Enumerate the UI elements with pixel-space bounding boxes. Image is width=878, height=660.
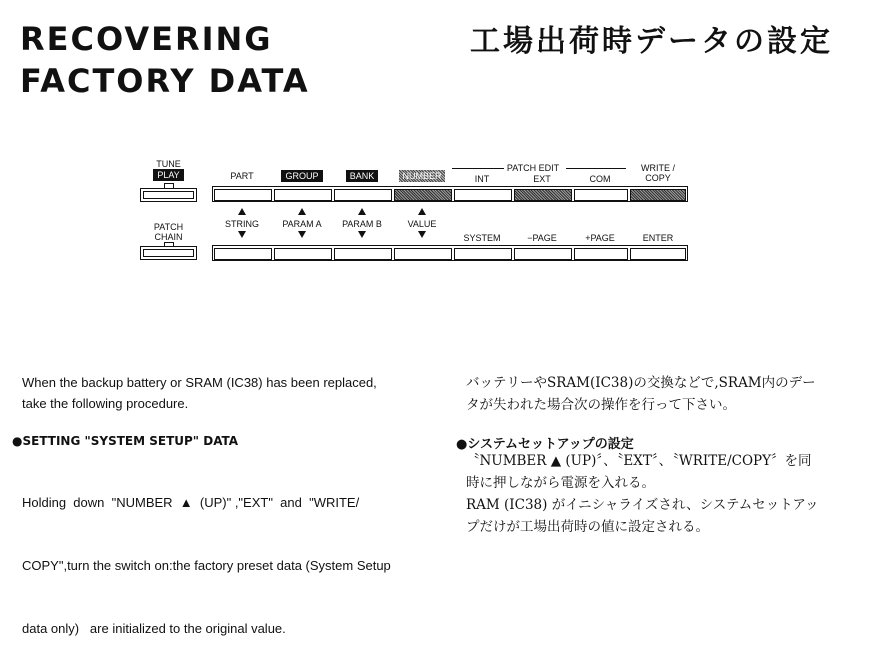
patch-chain-label [140,222,197,242]
japanese-intro-line-2: タが失われた場合次の操作を行って下さい。 [466,397,736,413]
patch-edit-line-right [566,168,626,169]
label-write-copy [628,163,688,183]
label-number [392,171,452,181]
value-up-arrow-icon [418,208,426,215]
label-group-text: GROUP [281,170,322,182]
key-group[interactable] [274,189,332,201]
label-string: STRING [224,219,259,229]
key-minus-page[interactable] [514,248,572,260]
japanese-body-line-2: 時に押しながら電源を入れる。 [466,475,655,491]
string-down-arrow-icon [238,231,246,238]
bullet-icon: ● [12,434,23,448]
label-bank [332,171,392,181]
english-heading-text: SETTING "SYSTEM SETUP" DATA [22,434,239,448]
key-param-b[interactable] [334,248,392,260]
label-system: SYSTEM [463,233,501,243]
japanese-bullet-icon: ● [456,437,468,452]
label-param-b: PARAM B [342,219,382,229]
english-body-line-2: COPY",turn the switch on:the factory preset data (System Setup [22,558,391,573]
japanese-intro [466,372,866,416]
param-b-up-arrow-icon [358,208,366,215]
japanese-body-line-4: プだけが工場出荷時の値に設定される。 [466,519,709,535]
key-ext[interactable] [514,189,572,201]
title-japanese: 工場出荷時データの設定 [470,24,833,59]
play-label [140,170,197,180]
key-com[interactable] [574,189,628,201]
english-body-line-3: data only) are initialized to the original value. [22,621,286,636]
key-int[interactable] [454,189,512,201]
english-body-line-1: Holding down "NUMBER ▲ (UP)" ,"EXT" and "WRITE/ [22,495,360,510]
label-value: VALUE [407,219,437,229]
key-system[interactable] [454,248,512,260]
key-string[interactable] [214,248,272,260]
tune-play-key[interactable] [140,188,197,202]
key-param-a[interactable] [274,248,332,260]
label-plus-page: +PAGE [585,233,615,243]
key-enter[interactable] [630,248,686,260]
label-ext: EXT [533,174,551,184]
patch-chain-key[interactable] [140,246,197,260]
key-plus-page[interactable] [574,248,628,260]
tune-label: TUNE [156,159,181,169]
panel-diagram [0,0,878,300]
label-group [272,171,332,181]
japanese-body-line-1: 〝NUMBER ▲ (UP)〞、〝EXT〞、〝WRITE/COPY〞を同 [466,453,812,469]
label-copy: COPY [645,173,671,183]
label-part: PART [230,171,254,181]
play-label-text: PLAY [153,169,183,181]
patch-chain-line-2: CHAIN [154,232,183,242]
title-line-2: FACTORY DATA [20,62,310,100]
label-com: COM [589,174,611,184]
label-minus-page: −PAGE [527,233,557,243]
label-write: WRITE / [641,163,675,173]
label-bank-text: BANK [346,170,379,182]
english-heading [12,434,238,448]
patch-edit-label: PATCH EDIT [506,163,560,173]
label-int: INT [474,174,490,184]
japanese-body-line-3: RAM (IC38) がイニシャライズされ、システムセットアッ [466,497,819,513]
key-part[interactable] [214,189,272,201]
english-body [22,450,442,660]
english-intro [22,372,442,414]
param-a-up-arrow-icon [298,208,306,215]
bottom-key-row [212,245,688,261]
label-param-a: PARAM A [282,219,322,229]
japanese-body [466,450,866,538]
param-b-down-arrow-icon [358,231,366,238]
key-value[interactable] [394,248,452,260]
patch-edit-line-left [452,168,504,169]
string-up-arrow-icon [238,208,246,215]
label-enter: ENTER [642,233,674,243]
label-number-text: NUMBER [399,170,444,182]
param-a-down-arrow-icon [298,231,306,238]
key-write-copy[interactable] [630,189,686,201]
japanese-heading-text: システムセットアップの設定 [467,437,634,452]
key-bank[interactable] [334,189,392,201]
japanese-intro-line-1: バッテリーやSRAM(IC38)の交換などで,SRAM内のデー [466,375,816,391]
english-intro-line-2: take the following procedure. [22,396,189,411]
title-line-1: RECOVERING [20,20,273,58]
key-number[interactable] [394,189,452,201]
patch-chain-line-1: PATCH [153,222,184,232]
value-down-arrow-icon [418,231,426,238]
english-intro-line-1: When the backup battery or SRAM (IC38) has been replaced, [22,375,377,390]
top-key-row [212,186,688,202]
